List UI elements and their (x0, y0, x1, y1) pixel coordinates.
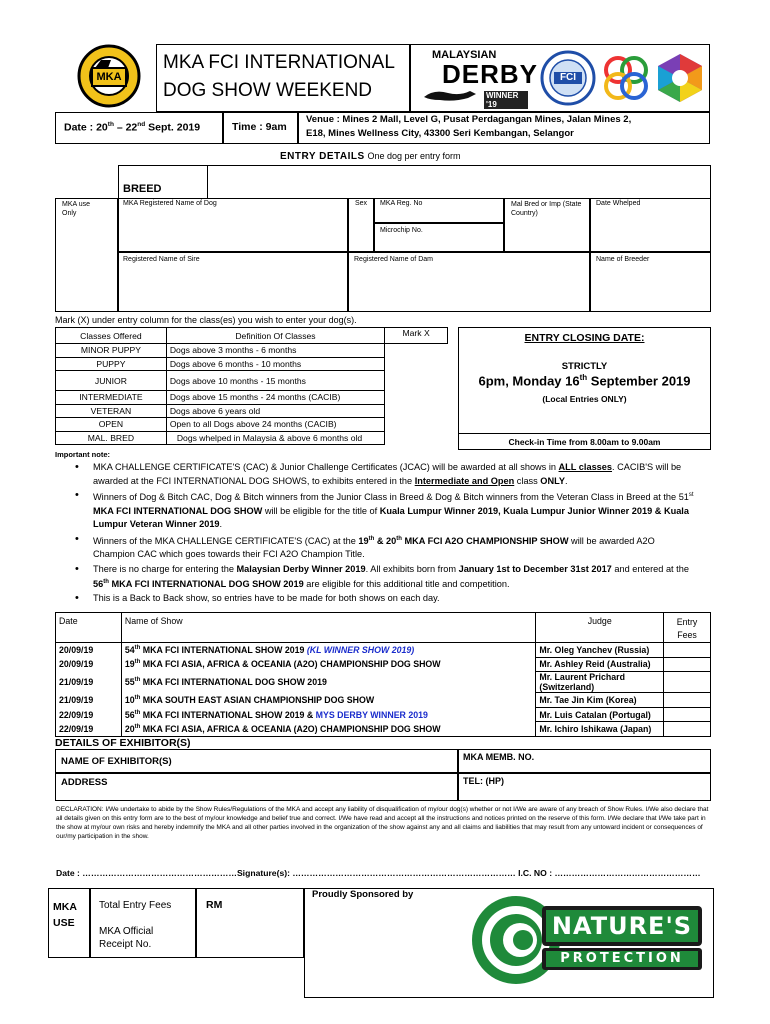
entry-details-heading (280, 151, 460, 162)
closing-box (458, 327, 711, 450)
closing-strictly: STRICTLY (561, 361, 608, 372)
derby-main: DERBY (442, 59, 539, 89)
note-item: • Winners of the MKA CHALLENGE CERTIFICATE'S (CAC) at the 19th & 20th MKA FCI A2O CHAMPIONSHIP SHOW will be awarded A2O Champion CAC which goes towards their FCI A2O Champion Title. (93, 533, 695, 562)
shows-table (55, 612, 711, 737)
entry-details-subtitle: One dog per entry form (367, 151, 461, 161)
shows-header-row (56, 613, 711, 643)
show-name: 19th MKA FCI ASIA, AFRICA & OCEANIA (A2O) CHAMPIONSHIP DOG SHOW (121, 657, 536, 672)
receipt-label: MKA Official Receipt No. (99, 926, 154, 950)
note-item: • This is a Back to Back show, so entries have to be made for both shows on each day. (93, 592, 695, 606)
date-sup: nd (137, 121, 146, 128)
page-title-line1: MKA FCI INTERNATIONAL (163, 52, 395, 73)
breeder-label: Name of Breeder (596, 256, 650, 263)
address-field[interactable] (55, 773, 458, 801)
date-sup: th (107, 121, 114, 128)
show-name-header: Name of Show (121, 613, 536, 643)
derby-top: MALAYSIAN (432, 49, 497, 61)
note-item: • MKA CHALLENGE CERTIFICATE'S (CAC) & Junior Challenge Certificates (JCAC) will be awarded at all shows in ALL classes. CACIB'S will be awarded at the FCI INTERNATIONAL DOG SHOWS, to exhibits entered in the Intermediate and Open class ONLY. (93, 461, 695, 488)
show-judge: Mr. Laurent Prichard (Switzerland) (536, 672, 664, 693)
brand-natures: NATURE'S (551, 912, 693, 940)
notes-list (65, 461, 695, 605)
checkin-divider (458, 433, 711, 434)
class-name: VETERAN (56, 404, 167, 418)
show-name: 10th MKA SOUTH EAST ASIAN CHAMPIONSHIP DOG SHOW (121, 693, 536, 708)
mka-membership-label: MKA MEMB. NO. (463, 752, 535, 762)
class-definition: Dogs above 6 months - 10 months (166, 357, 384, 371)
checkin-time: Check-in Time from 8.00am to 9.00am (508, 437, 661, 447)
show-row (56, 643, 711, 658)
show-time: Time : 9am (232, 121, 287, 133)
show-row (56, 722, 711, 737)
show-entry-fee[interactable] (664, 707, 711, 722)
judge-header: Judge (536, 613, 664, 643)
address-label: ADDRESS (61, 777, 108, 788)
show-judge: Mr. Ichiro Ishikawa (Japan) (536, 722, 664, 737)
mark-x-column[interactable] (385, 328, 448, 344)
class-name: PUPPY (56, 357, 167, 371)
tel-label: TEL: (HP) (463, 776, 504, 786)
page-title-line2: DOG SHOW WEEKEND (163, 80, 373, 101)
closing-title: ENTRY CLOSING DATE: (524, 332, 645, 344)
class-definition: Dogs above 6 years old (166, 404, 384, 418)
show-date: 22/09/19 (56, 722, 122, 737)
mka-logo-center: MKA (96, 71, 122, 83)
natures-protection-logo (468, 890, 704, 990)
a2o-logo (600, 52, 652, 104)
show-judge: Mr. Oleg Yanchev (Russia) (536, 643, 664, 658)
show-date: 20/09/19 (56, 657, 122, 672)
class-row (56, 344, 448, 358)
show-row (56, 657, 711, 672)
mka-logo (62, 44, 156, 108)
declaration-text: DECLARATION: I/We undertake to abide by the Show Rules/Regulations of the MKA and accept any liability of disqualification of my/our dog(s) whether or not I/We are aware of any breach of Show Rules. I/We also declare that all details given on this entry form are to the best of my/our knowledge and belief true and correct. I/We have read and accept all the instructions and notices printed on the reserve of this form. I/We declare that I/We take part in the show at my/our own risks and hereby indemnify the MKA and all other parties involved in the organization of the show against any and all claims and liabilities that may result from any untoward incident or consequences of our/my participation in the show. (56, 806, 709, 840)
class-row (56, 371, 448, 391)
show-dates (64, 121, 200, 134)
show-entry-fee[interactable] (664, 722, 711, 737)
definition-header: Definition Of Classes (166, 328, 384, 344)
sex-label: Sex (355, 200, 368, 207)
show-entry-fee[interactable] (664, 672, 711, 693)
venue-line1: Venue : Mines 2 Mall, Level G, Pusat Perdagangan Mines, Jalan Mines 2, (306, 114, 632, 125)
class-definition: Dogs above 3 months - 6 months (166, 344, 384, 358)
class-name: INTERMEDIATE (56, 391, 167, 405)
dam-label: Registered Name of Dam (354, 256, 433, 263)
running-dog-icon (422, 89, 482, 103)
closing-local: (Local Entries ONLY) (542, 394, 627, 404)
derby-logo (418, 47, 539, 109)
registered-name-label: MKA Registered Name of Dog (123, 200, 217, 207)
date-part: Sept. 2019 (145, 121, 201, 134)
exhibitor-name-label: NAME OF EXHIBITOR(S) (61, 756, 172, 767)
show-row (56, 707, 711, 722)
show-row (56, 693, 711, 708)
note-item: • There is no charge for entering the Malaysian Derby Winner 2019. All exhibits born from January 1st to December 31st 2017 and entered at the 56th MKA FCI INTERNATIONAL DOG SHOW 2019 are eligible for this additional title and competition. (93, 563, 695, 592)
closing-time-part: 6pm, Monday 16 (478, 373, 580, 389)
show-entry-fee[interactable] (664, 643, 711, 658)
breed-label: BREED (123, 183, 162, 195)
class-row (56, 431, 448, 445)
show-judge: Mr. Luis Catalan (Portugal) (536, 707, 664, 722)
show-name: 56th MKA FCI INTERNATIONAL SHOW 2019 & MYS DERBY WINNER 2019 (121, 707, 536, 722)
microchip-label: Microchip No. (380, 227, 423, 234)
sponsor-label: Proudly Sponsored by (312, 889, 414, 900)
entry-fees-header: Entry Fees (664, 613, 711, 643)
class-name: OPEN (56, 418, 167, 432)
class-definition: Open to all Dogs above 24 months (CACIB) (166, 418, 384, 432)
note-item: • Winners of Dog & Bitch CAC, Dog & Bitch winners from the Junior Class in Breed & Dog & Bitch winners from the Veteran Class in Breed at the 51st MKA FCI INTERNATIONAL DOG SHOW will be eligible for the title of Kuala Lumpur Winner 2019, Kuala Lumpur Junior Winner 2019 & Kuala Lumpur Veteran Winner 2019. (93, 489, 695, 532)
class-definition: Dogs whelped in Malaysia & above 6 months old (166, 431, 384, 445)
show-entry-fee[interactable] (664, 657, 711, 672)
show-date: 22/09/19 (56, 707, 122, 722)
fci-text: FCI (559, 72, 577, 83)
reg-no-label: MKA Reg. No (380, 200, 423, 207)
mka-use-only-label: MKA use Only (62, 201, 91, 217)
sea-logo (654, 52, 706, 104)
class-name: JUNIOR (56, 371, 167, 391)
signature-line[interactable]: Date : ………………………………………………Signature(s): …………………………………………………………………… I.C. NO : …………………………………………… (56, 868, 701, 878)
show-name: 20th MKA FCI ASIA, AFRICA & OCEANIA (A2O) CHAMPIONSHIP DOG SHOW (121, 722, 536, 737)
class-name: MINOR PUPPY (56, 344, 167, 358)
show-entry-fee[interactable] (664, 693, 711, 708)
show-row (56, 672, 711, 693)
mal-bred-label: Mal Bred or Imp (State Country) (511, 201, 582, 217)
notes-heading: Important note: (55, 450, 110, 459)
show-date: 21/09/19 (56, 672, 122, 693)
show-name: 55th MKA FCI INTERNATIONAL DOG SHOW 2019 (121, 672, 536, 693)
class-row (56, 391, 448, 405)
class-row (56, 404, 448, 418)
class-row (56, 357, 448, 371)
mark-x-header: Mark X (402, 328, 430, 338)
date-part: Date : 20 (64, 121, 108, 134)
classes-header-row (56, 328, 448, 344)
breed-input-extension[interactable] (208, 165, 711, 198)
date-header: Date (56, 613, 122, 643)
sire-label: Registered Name of Sire (123, 256, 200, 263)
rm-label: RM (206, 899, 223, 911)
classes-table (55, 327, 448, 445)
show-judge: Mr. Ashley Reid (Australia) (536, 657, 664, 672)
closing-time-part: September 2019 (587, 373, 691, 389)
brand-protection: PROTECTION (560, 951, 684, 966)
exhibitor-heading: DETAILS OF EXHIBITOR(S) (55, 737, 191, 749)
show-name: 54th MKA FCI INTERNATIONAL SHOW 2019 (KL WINNER SHOW 2019) (121, 643, 536, 658)
derby-sub: WINNER '19 (484, 91, 528, 109)
mka-use-label: MKA USE (53, 901, 77, 929)
show-date: 21/09/19 (56, 693, 122, 708)
total-fees-label: Total Entry Fees (99, 900, 172, 911)
closing-time-sup: th (579, 373, 588, 382)
entry-details-title: ENTRY DETAILS (280, 151, 365, 162)
fci-logo (540, 50, 596, 106)
show-judge: Mr. Tae Jin Kim (Korea) (536, 693, 664, 708)
date-whelped-label: Date Whelped (596, 200, 641, 207)
date-part: – 22 (113, 121, 138, 134)
mark-instruction: Mark (X) under entry column for the class(es) you wish to enter your dog(s). (55, 315, 357, 325)
show-date: 20/09/19 (56, 643, 122, 658)
venue-line2: E18, Mines Wellness City, 43300 Seri Kembangan, Selangor (306, 128, 574, 139)
class-row (56, 418, 448, 432)
class-definition: Dogs above 15 months - 24 months (CACIB) (166, 391, 384, 405)
closing-time (458, 373, 711, 388)
class-definition: Dogs above 10 months - 15 months (166, 371, 384, 391)
classes-header: Classes Offered (56, 328, 167, 344)
class-name: MAL. BRED (56, 431, 167, 445)
